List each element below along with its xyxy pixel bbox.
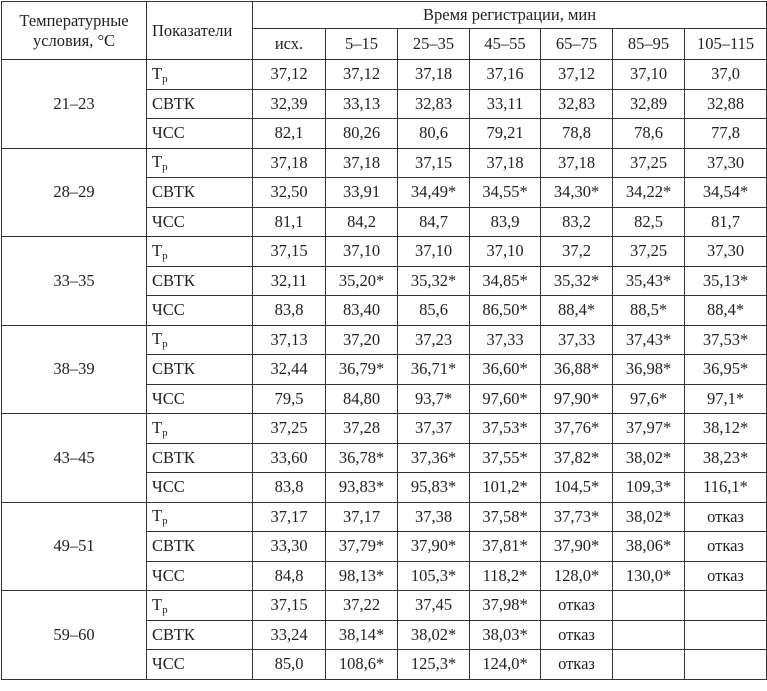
- value-cell: 37,23: [398, 325, 470, 355]
- value-cell: [685, 620, 767, 650]
- value-cell: 33,30: [253, 532, 326, 562]
- value-cell: 34,54*: [685, 178, 767, 208]
- indicator-label: Т: [152, 329, 163, 349]
- value-cell: 84,2: [326, 207, 398, 237]
- temperature-range-cell: 59–60: [2, 591, 147, 680]
- value-cell: 36,60*: [470, 355, 541, 385]
- value-cell: 37,55*: [470, 443, 541, 473]
- value-cell: 34,30*: [541, 178, 613, 208]
- value-cell: 38,14*: [326, 620, 398, 650]
- value-cell: 36,95*: [685, 355, 767, 385]
- value-cell: 36,71*: [398, 355, 470, 385]
- indicator-subscript: р: [162, 515, 168, 528]
- value-cell: 36,78*: [326, 443, 398, 473]
- value-cell: 37,12: [541, 60, 613, 90]
- value-cell: 37,98*: [470, 591, 541, 621]
- value-cell: 37,43*: [613, 325, 685, 355]
- value-cell: 82,1: [253, 119, 326, 149]
- value-cell: 37,18: [541, 148, 613, 178]
- indicator-cell: [147, 325, 253, 355]
- value-cell: 116,1*: [685, 473, 767, 503]
- table-row: [2, 414, 767, 444]
- temperature-range-cell: 49–51: [2, 502, 147, 591]
- table-body: [2, 60, 767, 680]
- value-cell: 37,18: [253, 148, 326, 178]
- indicator-cell: [147, 355, 253, 385]
- value-cell: 88,4*: [685, 296, 767, 326]
- value-cell: 36,98*: [613, 355, 685, 385]
- value-cell: 37,38: [398, 502, 470, 532]
- indicator-cell: [147, 178, 253, 208]
- value-cell: [685, 591, 767, 621]
- indicator-cell: [147, 148, 253, 178]
- value-cell: 37,33: [541, 325, 613, 355]
- indicator-cell: [147, 384, 253, 414]
- value-cell: 37,97*: [613, 414, 685, 444]
- value-cell: 32,83: [398, 89, 470, 119]
- table-row: [2, 502, 767, 532]
- value-cell: 95,83*: [398, 473, 470, 503]
- value-cell: 83,9: [470, 207, 541, 237]
- value-cell: 37,0: [685, 60, 767, 90]
- value-cell: 38,06*: [613, 532, 685, 562]
- value-cell: отказ: [541, 591, 613, 621]
- indicator-cell: [147, 296, 253, 326]
- time-column-header: 45–55: [470, 29, 541, 60]
- value-cell: 37,10: [398, 237, 470, 267]
- value-cell: 37,73*: [541, 502, 613, 532]
- value-cell: 32,39: [253, 89, 326, 119]
- value-cell: 97,90*: [541, 384, 613, 414]
- indicator-label: ЧСС: [152, 477, 185, 497]
- indicator-subscript: р: [162, 338, 168, 351]
- value-cell: 128,0*: [541, 561, 613, 591]
- indicator-cell: [147, 89, 253, 119]
- indicator-subscript: р: [162, 72, 168, 85]
- value-cell: 38,02*: [398, 620, 470, 650]
- indicator-cell: [147, 473, 253, 503]
- value-cell: 124,0*: [470, 650, 541, 680]
- value-cell: 84,8: [253, 561, 326, 591]
- value-cell: 32,89: [613, 89, 685, 119]
- value-cell: 81,1: [253, 207, 326, 237]
- value-cell: 35,43*: [613, 266, 685, 296]
- indicator-cell: [147, 266, 253, 296]
- time-column-header: 105–115: [685, 29, 767, 60]
- indicator-cell: [147, 60, 253, 90]
- value-cell: 37,25: [613, 237, 685, 267]
- condition-header-line1: Температурные: [19, 10, 129, 30]
- indicator-label: Т: [152, 63, 163, 83]
- indicator-label: СВТК: [152, 93, 195, 113]
- value-cell: 84,80: [326, 384, 398, 414]
- value-cell: 34,22*: [613, 178, 685, 208]
- value-cell: 37,53*: [685, 325, 767, 355]
- indicator-cell: [147, 561, 253, 591]
- value-cell: 37,15: [253, 237, 326, 267]
- value-cell: 37,45: [398, 591, 470, 621]
- indicator-subscript: р: [162, 161, 168, 174]
- value-cell: 35,32*: [541, 266, 613, 296]
- value-cell: 37,25: [253, 414, 326, 444]
- value-cell: [613, 591, 685, 621]
- value-cell: 37,16: [470, 60, 541, 90]
- value-cell: 78,6: [613, 119, 685, 149]
- value-cell: 33,60: [253, 443, 326, 473]
- value-cell: [613, 650, 685, 680]
- indicator-label: ЧСС: [152, 211, 185, 231]
- value-cell: 118,2*: [470, 561, 541, 591]
- indicator-subscript: р: [162, 603, 168, 616]
- value-cell: 37,30: [685, 237, 767, 267]
- value-cell: 37,81*: [470, 532, 541, 562]
- value-cell: [613, 620, 685, 650]
- value-cell: 93,7*: [398, 384, 470, 414]
- value-cell: 37,90*: [398, 532, 470, 562]
- value-cell: 37,90*: [541, 532, 613, 562]
- value-cell: 37,15: [398, 148, 470, 178]
- indicator-subscript: р: [162, 249, 168, 262]
- time-header: Время регистрации, мин: [253, 2, 767, 29]
- time-column-header: 65–75: [541, 29, 613, 60]
- value-cell: 33,91: [326, 178, 398, 208]
- table-row: [2, 325, 767, 355]
- value-cell: отказ: [685, 532, 767, 562]
- value-cell: 105,3*: [398, 561, 470, 591]
- value-cell: 34,49*: [398, 178, 470, 208]
- indicator-label: Т: [152, 417, 163, 437]
- indicator-cell: [147, 207, 253, 237]
- value-cell: 34,55*: [470, 178, 541, 208]
- indicator-cell: [147, 532, 253, 562]
- value-cell: 108,6*: [326, 650, 398, 680]
- indicator-label: Т: [152, 240, 163, 260]
- indicator-label: ЧСС: [152, 300, 185, 320]
- value-cell: отказ: [685, 502, 767, 532]
- table-header: [2, 2, 767, 60]
- value-cell: 37,22: [326, 591, 398, 621]
- value-cell: 34,85*: [470, 266, 541, 296]
- value-cell: 37,13: [253, 325, 326, 355]
- condition-header: [2, 2, 147, 60]
- value-cell: 97,1*: [685, 384, 767, 414]
- value-cell: 37,58*: [470, 502, 541, 532]
- value-cell: 77,8: [685, 119, 767, 149]
- value-cell: 37,82*: [541, 443, 613, 473]
- value-cell: 37,76*: [541, 414, 613, 444]
- value-cell: 85,0: [253, 650, 326, 680]
- indicator-label: СВТК: [152, 447, 195, 467]
- time-column-header: 85–95: [613, 29, 685, 60]
- value-cell: 79,21: [470, 119, 541, 149]
- value-cell: 38,02*: [613, 443, 685, 473]
- temperature-range-cell: 38–39: [2, 325, 147, 414]
- indicator-label: ЧСС: [152, 654, 185, 674]
- indicator-label: СВТК: [152, 182, 195, 202]
- temperature-range-cell: 21–23: [2, 60, 147, 149]
- indicator-cell: [147, 502, 253, 532]
- value-cell: 98,13*: [326, 561, 398, 591]
- value-cell: 83,2: [541, 207, 613, 237]
- indicator-cell: [147, 443, 253, 473]
- value-cell: 82,5: [613, 207, 685, 237]
- value-cell: 109,3*: [613, 473, 685, 503]
- value-cell: 80,6: [398, 119, 470, 149]
- condition-header-line2: условия, °С: [32, 30, 116, 50]
- value-cell: 86,50*: [470, 296, 541, 326]
- table-row: [2, 237, 767, 267]
- value-cell: 33,11: [470, 89, 541, 119]
- value-cell: 88,5*: [613, 296, 685, 326]
- table-row: [2, 148, 767, 178]
- value-cell: 125,3*: [398, 650, 470, 680]
- value-cell: 32,44: [253, 355, 326, 385]
- value-cell: 37,33: [470, 325, 541, 355]
- indicator-label: ЧСС: [152, 565, 185, 585]
- value-cell: [685, 650, 767, 680]
- value-cell: 88,4*: [541, 296, 613, 326]
- value-cell: 37,53*: [470, 414, 541, 444]
- value-cell: 85,6: [398, 296, 470, 326]
- value-cell: 37,10: [613, 60, 685, 90]
- value-cell: 38,03*: [470, 620, 541, 650]
- indicator-label: Т: [152, 506, 163, 526]
- value-cell: отказ: [685, 561, 767, 591]
- indicator-label: Т: [152, 594, 163, 614]
- data-table: [1, 1, 767, 680]
- value-cell: 37,28: [326, 414, 398, 444]
- indicator-cell: [147, 119, 253, 149]
- value-cell: 37,12: [326, 60, 398, 90]
- value-cell: 37,2: [541, 237, 613, 267]
- value-cell: 130,0*: [613, 561, 685, 591]
- value-cell: 37,79*: [326, 532, 398, 562]
- value-cell: 37,18: [326, 148, 398, 178]
- value-cell: 37,17: [326, 502, 398, 532]
- value-cell: 37,30: [685, 148, 767, 178]
- value-cell: 83,8: [253, 296, 326, 326]
- value-cell: 97,6*: [613, 384, 685, 414]
- value-cell: 78,8: [541, 119, 613, 149]
- indicator-cell: [147, 237, 253, 267]
- value-cell: 83,40: [326, 296, 398, 326]
- indicator-cell: [147, 414, 253, 444]
- value-cell: отказ: [541, 620, 613, 650]
- value-cell: 35,20*: [326, 266, 398, 296]
- value-cell: 81,7: [685, 207, 767, 237]
- value-cell: 33,13: [326, 89, 398, 119]
- value-cell: 37,15: [253, 591, 326, 621]
- time-column-header: исх.: [253, 29, 326, 60]
- time-column-header: 25–35: [398, 29, 470, 60]
- value-cell: 101,2*: [470, 473, 541, 503]
- indicator-cell: [147, 650, 253, 680]
- value-cell: 93,83*: [326, 473, 398, 503]
- value-cell: 37,36*: [398, 443, 470, 473]
- value-cell: 37,17: [253, 502, 326, 532]
- temperature-range-cell: 33–35: [2, 237, 147, 326]
- table-row: [2, 60, 767, 90]
- value-cell: 79,5: [253, 384, 326, 414]
- value-cell: 32,88: [685, 89, 767, 119]
- value-cell: 37,18: [398, 60, 470, 90]
- value-cell: 37,20: [326, 325, 398, 355]
- value-cell: 35,13*: [685, 266, 767, 296]
- value-cell: 37,37: [398, 414, 470, 444]
- temperature-range-cell: 28–29: [2, 148, 147, 237]
- value-cell: 97,60*: [470, 384, 541, 414]
- indicator-label: СВТК: [152, 270, 195, 290]
- value-cell: 36,79*: [326, 355, 398, 385]
- value-cell: 36,88*: [541, 355, 613, 385]
- value-cell: 83,8: [253, 473, 326, 503]
- value-cell: 104,5*: [541, 473, 613, 503]
- value-cell: 37,12: [253, 60, 326, 90]
- value-cell: 37,18: [470, 148, 541, 178]
- indicator-label: ЧСС: [152, 123, 185, 143]
- value-cell: 32,50: [253, 178, 326, 208]
- temperature-range-cell: 43–45: [2, 414, 147, 503]
- indicator-label: ЧСС: [152, 388, 185, 408]
- indicator-subscript: р: [162, 426, 168, 439]
- indicator-label: СВТК: [152, 536, 195, 556]
- value-cell: 38,23*: [685, 443, 767, 473]
- value-cell: 37,10: [470, 237, 541, 267]
- value-cell: 80,26: [326, 119, 398, 149]
- value-cell: 38,12*: [685, 414, 767, 444]
- indicator-header: Показатели: [147, 2, 253, 60]
- indicator-label: СВТК: [152, 359, 195, 379]
- value-cell: 38,02*: [613, 502, 685, 532]
- value-cell: отказ: [541, 650, 613, 680]
- value-cell: 37,10: [326, 237, 398, 267]
- indicator-label: СВТК: [152, 624, 195, 644]
- indicator-label: Т: [152, 152, 163, 172]
- indicator-cell: [147, 591, 253, 621]
- value-cell: 35,32*: [398, 266, 470, 296]
- value-cell: 33,24: [253, 620, 326, 650]
- value-cell: 37,25: [613, 148, 685, 178]
- value-cell: 32,11: [253, 266, 326, 296]
- table-row: [2, 591, 767, 621]
- time-column-header: 5–15: [326, 29, 398, 60]
- value-cell: 32,83: [541, 89, 613, 119]
- value-cell: 84,7: [398, 207, 470, 237]
- indicator-cell: [147, 620, 253, 650]
